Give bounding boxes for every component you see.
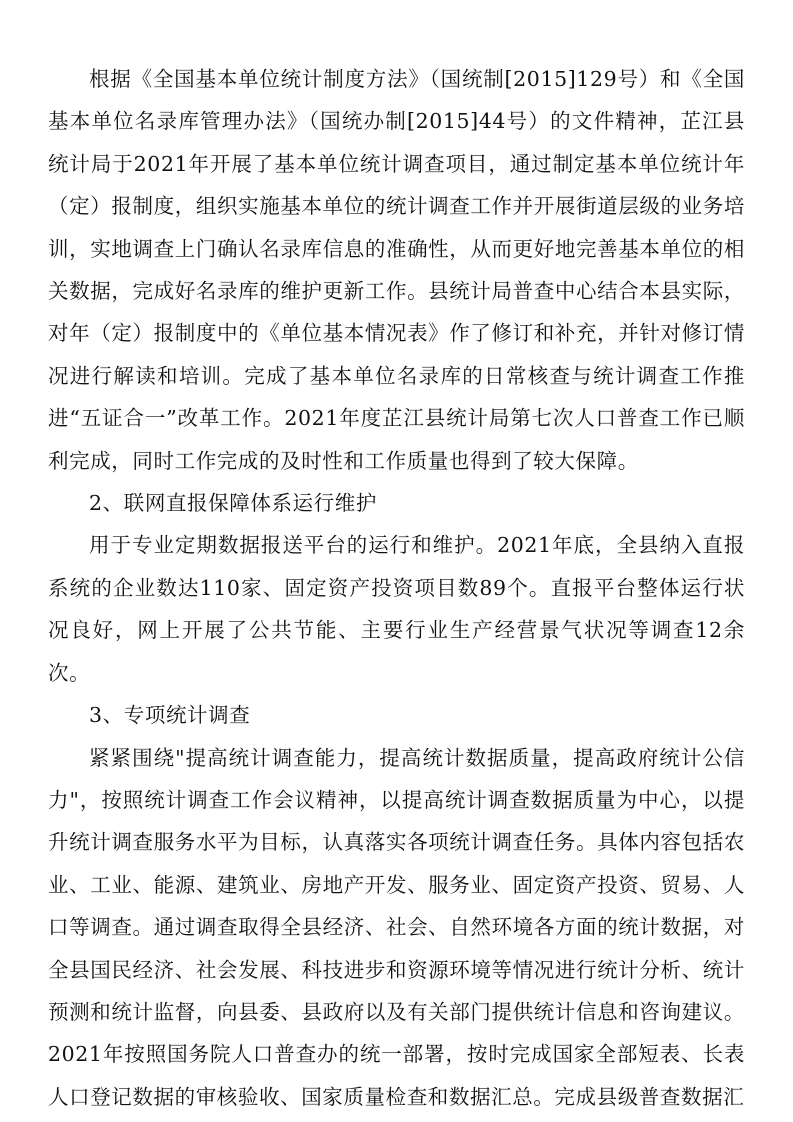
paragraph-basic-unit-survey: 根据《全国基本单位统计制度方法》（国统制[2015]129号）和《全国基本单位名录库管理办法》（国统办制[2015]44号）的文件精神，芷江县统计局于2021年开展了基本单位统计调查项目，通过制定基本单位统计年（定）报制度，组织实施基本单位的统计调查工作并开展街道层级的业务培训，实地调查上门确认名录库信息的准确性，从而更好地完善基本单位的相关数据，完成好名录库的维护更新工作。县统计局普查中心结合本县实际，对年（定）报制度中的《单位基本情况表》作了修订和补充，并针对修订情况进行解读和培训。完成了基本单位名录库的日常核查与统计调查工作推进“五证合一”改革工作。2021年度芷江县统计局第七次人口普查工作已顺利完成，同时工作完成的及时性和工作质量也得到了较大保障。	[48, 67, 745, 473]
paragraph-online-reporting: 用于专业定期数据报送平台的运行和维护。2021年底，全县纳入直报系统的企业数达110家、固定资产投资项目数89个。直报平台整体运行状况良好，网上开展了公共节能、主要行业生产经营景气状况等调查12余次。	[48, 533, 745, 685]
section-heading-online-reporting: 2、联网直报保障体系运行维护	[89, 491, 377, 516]
section-heading-special-survey: 3、专项统计调查	[89, 703, 251, 728]
paragraph-special-survey: 紧紧围绕"提高统计调查能力，提高统计数据质量，提高政府统计公信力"，按照统计调查工作会议精神，以提高统计调查数据质量为中心，以提升统计调查服务水平为目标，认真落实各项统计调查任务。具体内容包括农业、工业、能源、建筑业、房地产开发、服务业、固定资产投资、贸易、人口等调查。通过调查取得全县经济、社会、自然环境各方面的统计数据，对全县国民经济、社会发展、科技进步和资源环境等情况进行统计分析、统计预测和统计监督，向县委、县政府以及有关部门提供统计信息和咨询建议。2021年按照国务院人口普查办的统一部署，按时完成国家全部短表、长表人口登记数据的审核验收、国家质量检查和数据汇总。完成县级普查数据汇	[48, 745, 745, 1109]
document-page	[48, 58, 745, 1118]
